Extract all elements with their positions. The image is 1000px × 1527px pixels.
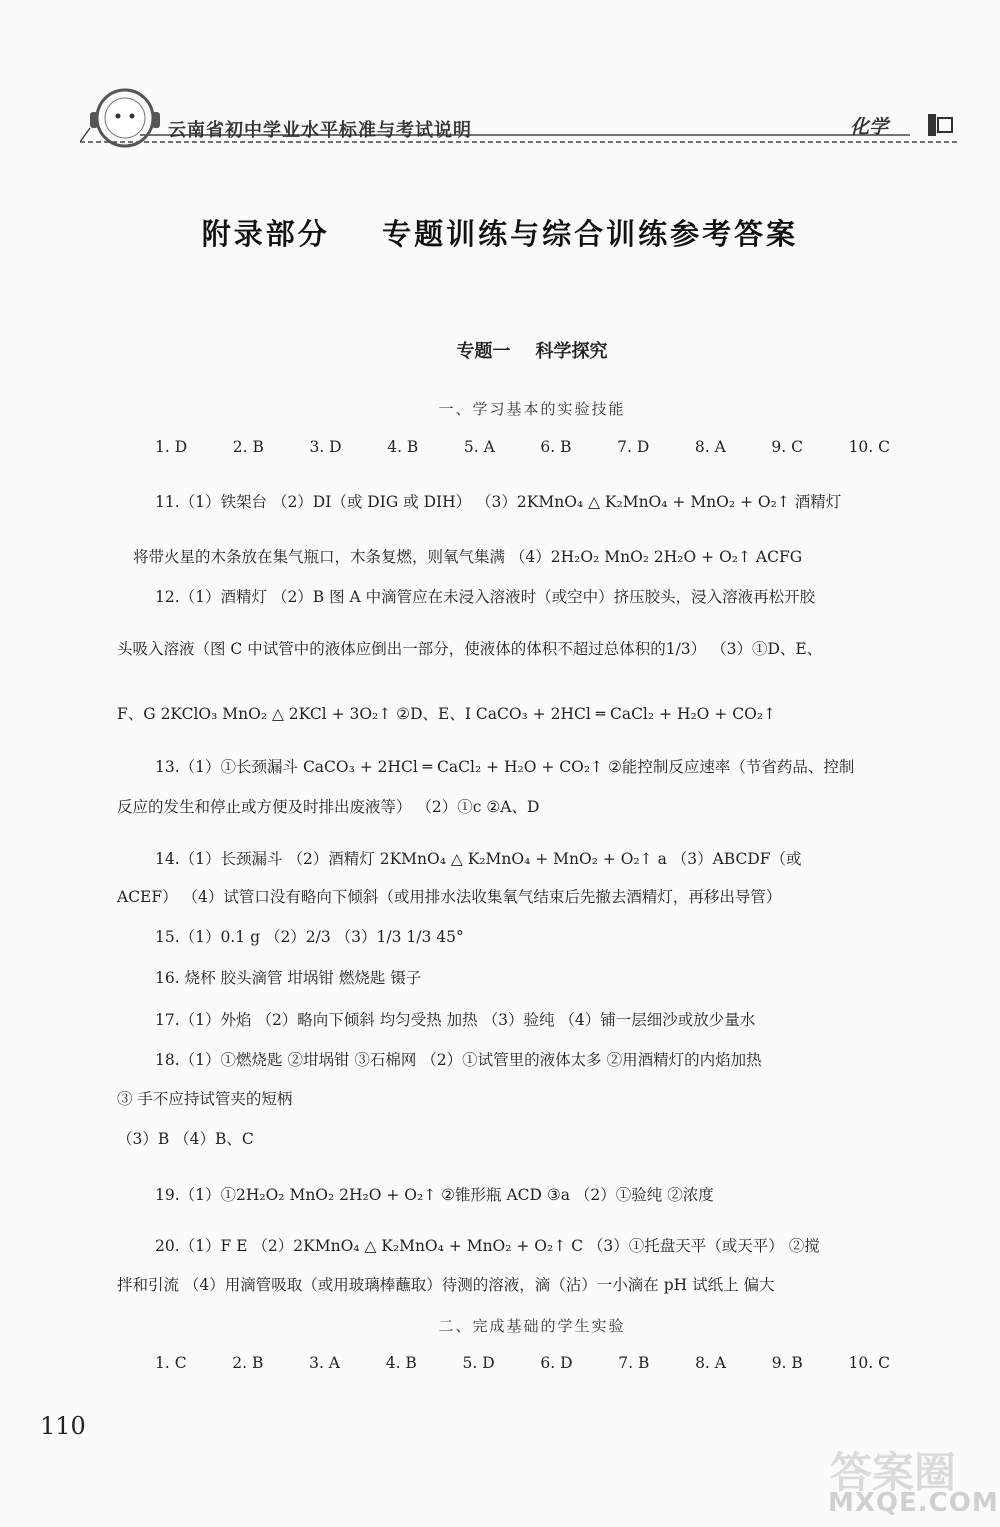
mc-answers-2 bbox=[155, 1354, 890, 1372]
mc-answers-1 bbox=[155, 438, 890, 456]
mc-answer: 4. B bbox=[385, 1354, 417, 1372]
mc-answer: 3. A bbox=[309, 1354, 341, 1372]
page-number: 110 bbox=[40, 1412, 86, 1440]
answer-line: 拌和引流 （4）用滴管吸取（或用玻璃棒蘸取）待测的溶液，滴（沾）一小滴在 pH 试纸上 偏大 bbox=[117, 1276, 775, 1294]
answer-line: F、G 2KClO₃ MnO₂ △ 2KCl + 3O₂↑ ②D、E、I CaCO₃ + 2HCl ═ CaCl₂ + H₂O + CO₂↑ bbox=[117, 705, 776, 723]
answer-line: 16. 烧杯 胶头滴管 坩埚钳 燃烧匙 镊子 bbox=[155, 969, 422, 987]
mc-answer: 1. C bbox=[155, 1354, 187, 1372]
mc-answer: 10. C bbox=[848, 1354, 890, 1372]
mc-answer: 8. A bbox=[694, 438, 726, 456]
mc-answer: 7. D bbox=[617, 438, 650, 456]
answer-line: 15.（1）0.1 g （2）2/3 （3）1/3 1/3 45° bbox=[155, 928, 464, 946]
mc-answer: 2. B bbox=[232, 438, 264, 456]
answer-line: 11.（1）铁架台 （2）DI（或 DIG 或 DIH） （3）2KMnO₄ △ K₂MnO₄ + MnO₂ + O₂↑ 酒精灯 bbox=[155, 493, 842, 511]
subsection-title-2: 二、完成基础的学生实验 bbox=[438, 1317, 626, 1335]
mc-answer: 7. B bbox=[618, 1354, 650, 1372]
section-title: 专题一 科学探究 bbox=[456, 341, 608, 362]
mc-answer: 1. D bbox=[155, 438, 188, 456]
answer-line: ACEF） （4）试管口没有略向下倾斜（或用排水法收集氧气结束后先撤去酒精灯，再移出导管） bbox=[117, 888, 782, 906]
answer-line: 20.（1）F E （2）2KMnO₄ △ K₂MnO₄ + MnO₂ + O₂↑ C （3）①托盘天平（或天平） ②搅 bbox=[155, 1237, 820, 1255]
mc-answer: 6. D bbox=[540, 1354, 573, 1372]
answer-line: 12.（1）酒精灯 （2）B 图 A 中滴管应在未浸入溶液时（或空中）挤压胶头，浸入溶液再松开胶 bbox=[155, 588, 816, 606]
mc-answer: 5. D bbox=[462, 1354, 495, 1372]
subsection-title-1: 一、学习基本的实验技能 bbox=[438, 400, 626, 418]
answer-line: 头吸入溶液（图 C 中试管中的液体应倒出一部分，使液体的体积不超过总体积的1/3） （3）①D、E、 bbox=[117, 640, 823, 658]
answer-line: 17.（1）外焰 （2）略向下倾斜 均匀受热 加热 （3）验纯 （4）铺一层细沙或放少量水 bbox=[155, 1011, 756, 1029]
mc-answer: 4. B bbox=[387, 438, 419, 456]
watermark-logo: 答案圈 bbox=[830, 1448, 957, 1497]
answer-line: 13.（1）①长颈漏斗 CaCO₃ + 2HCl ═ CaCl₂ + H₂O + CO₂↑ ②能控制反应速率（节省药品、控制 bbox=[155, 758, 855, 776]
answer-line: 19.（1）①2H₂O₂ MnO₂ 2H₂O + O₂↑ ②锥形瓶 ACD ③a （2）①验纯 ②浓度 bbox=[155, 1186, 714, 1204]
watermark-url: MXQE.COM bbox=[828, 1488, 999, 1518]
watermark bbox=[820, 1440, 1000, 1527]
answer-line: 18.（1）①燃烧匙 ②坩埚钳 ③石棉网 （2）①试管里的液体太多 ②用酒精灯的内焰加热 bbox=[155, 1051, 762, 1069]
mc-answer: 10. C bbox=[848, 438, 890, 456]
answer-line: （3）B （4）B、C bbox=[117, 1130, 254, 1148]
mc-answer: 9. C bbox=[771, 438, 803, 456]
mc-answer: 9. B bbox=[771, 1354, 803, 1372]
header-title: 云南省初中学业水平标准与考试说明 bbox=[168, 120, 472, 141]
mc-answer: 2. B bbox=[232, 1354, 264, 1372]
mc-answer: 3. D bbox=[309, 438, 342, 456]
answer-line: 将带火星的木条放在集气瓶口，木条复燃，则氧气集满 （4）2H₂O₂ MnO₂ 2H₂O + O₂↑ ACFG bbox=[133, 548, 803, 566]
header-subject: 化学 bbox=[850, 116, 889, 138]
mc-answer: 5. A bbox=[463, 438, 495, 456]
mc-answer: 8. A bbox=[695, 1354, 726, 1372]
mc-answer: 6. B bbox=[540, 438, 572, 456]
answer-line: 反应的发生和停止或方便及时排出废液等） （2）①c ②A、D bbox=[117, 798, 540, 816]
answer-line: ③ 手不应持试管夹的短柄 bbox=[117, 1090, 293, 1108]
page-header bbox=[80, 88, 960, 148]
answer-line: 14.（1）长颈漏斗 （2）酒精灯 2KMnO₄ △ K₂MnO₄ + MnO₂ + O₂↑ a （3）ABCDF（或 bbox=[155, 850, 802, 868]
page-title: 附录部分 专题训练与综合训练参考答案 bbox=[201, 217, 799, 251]
